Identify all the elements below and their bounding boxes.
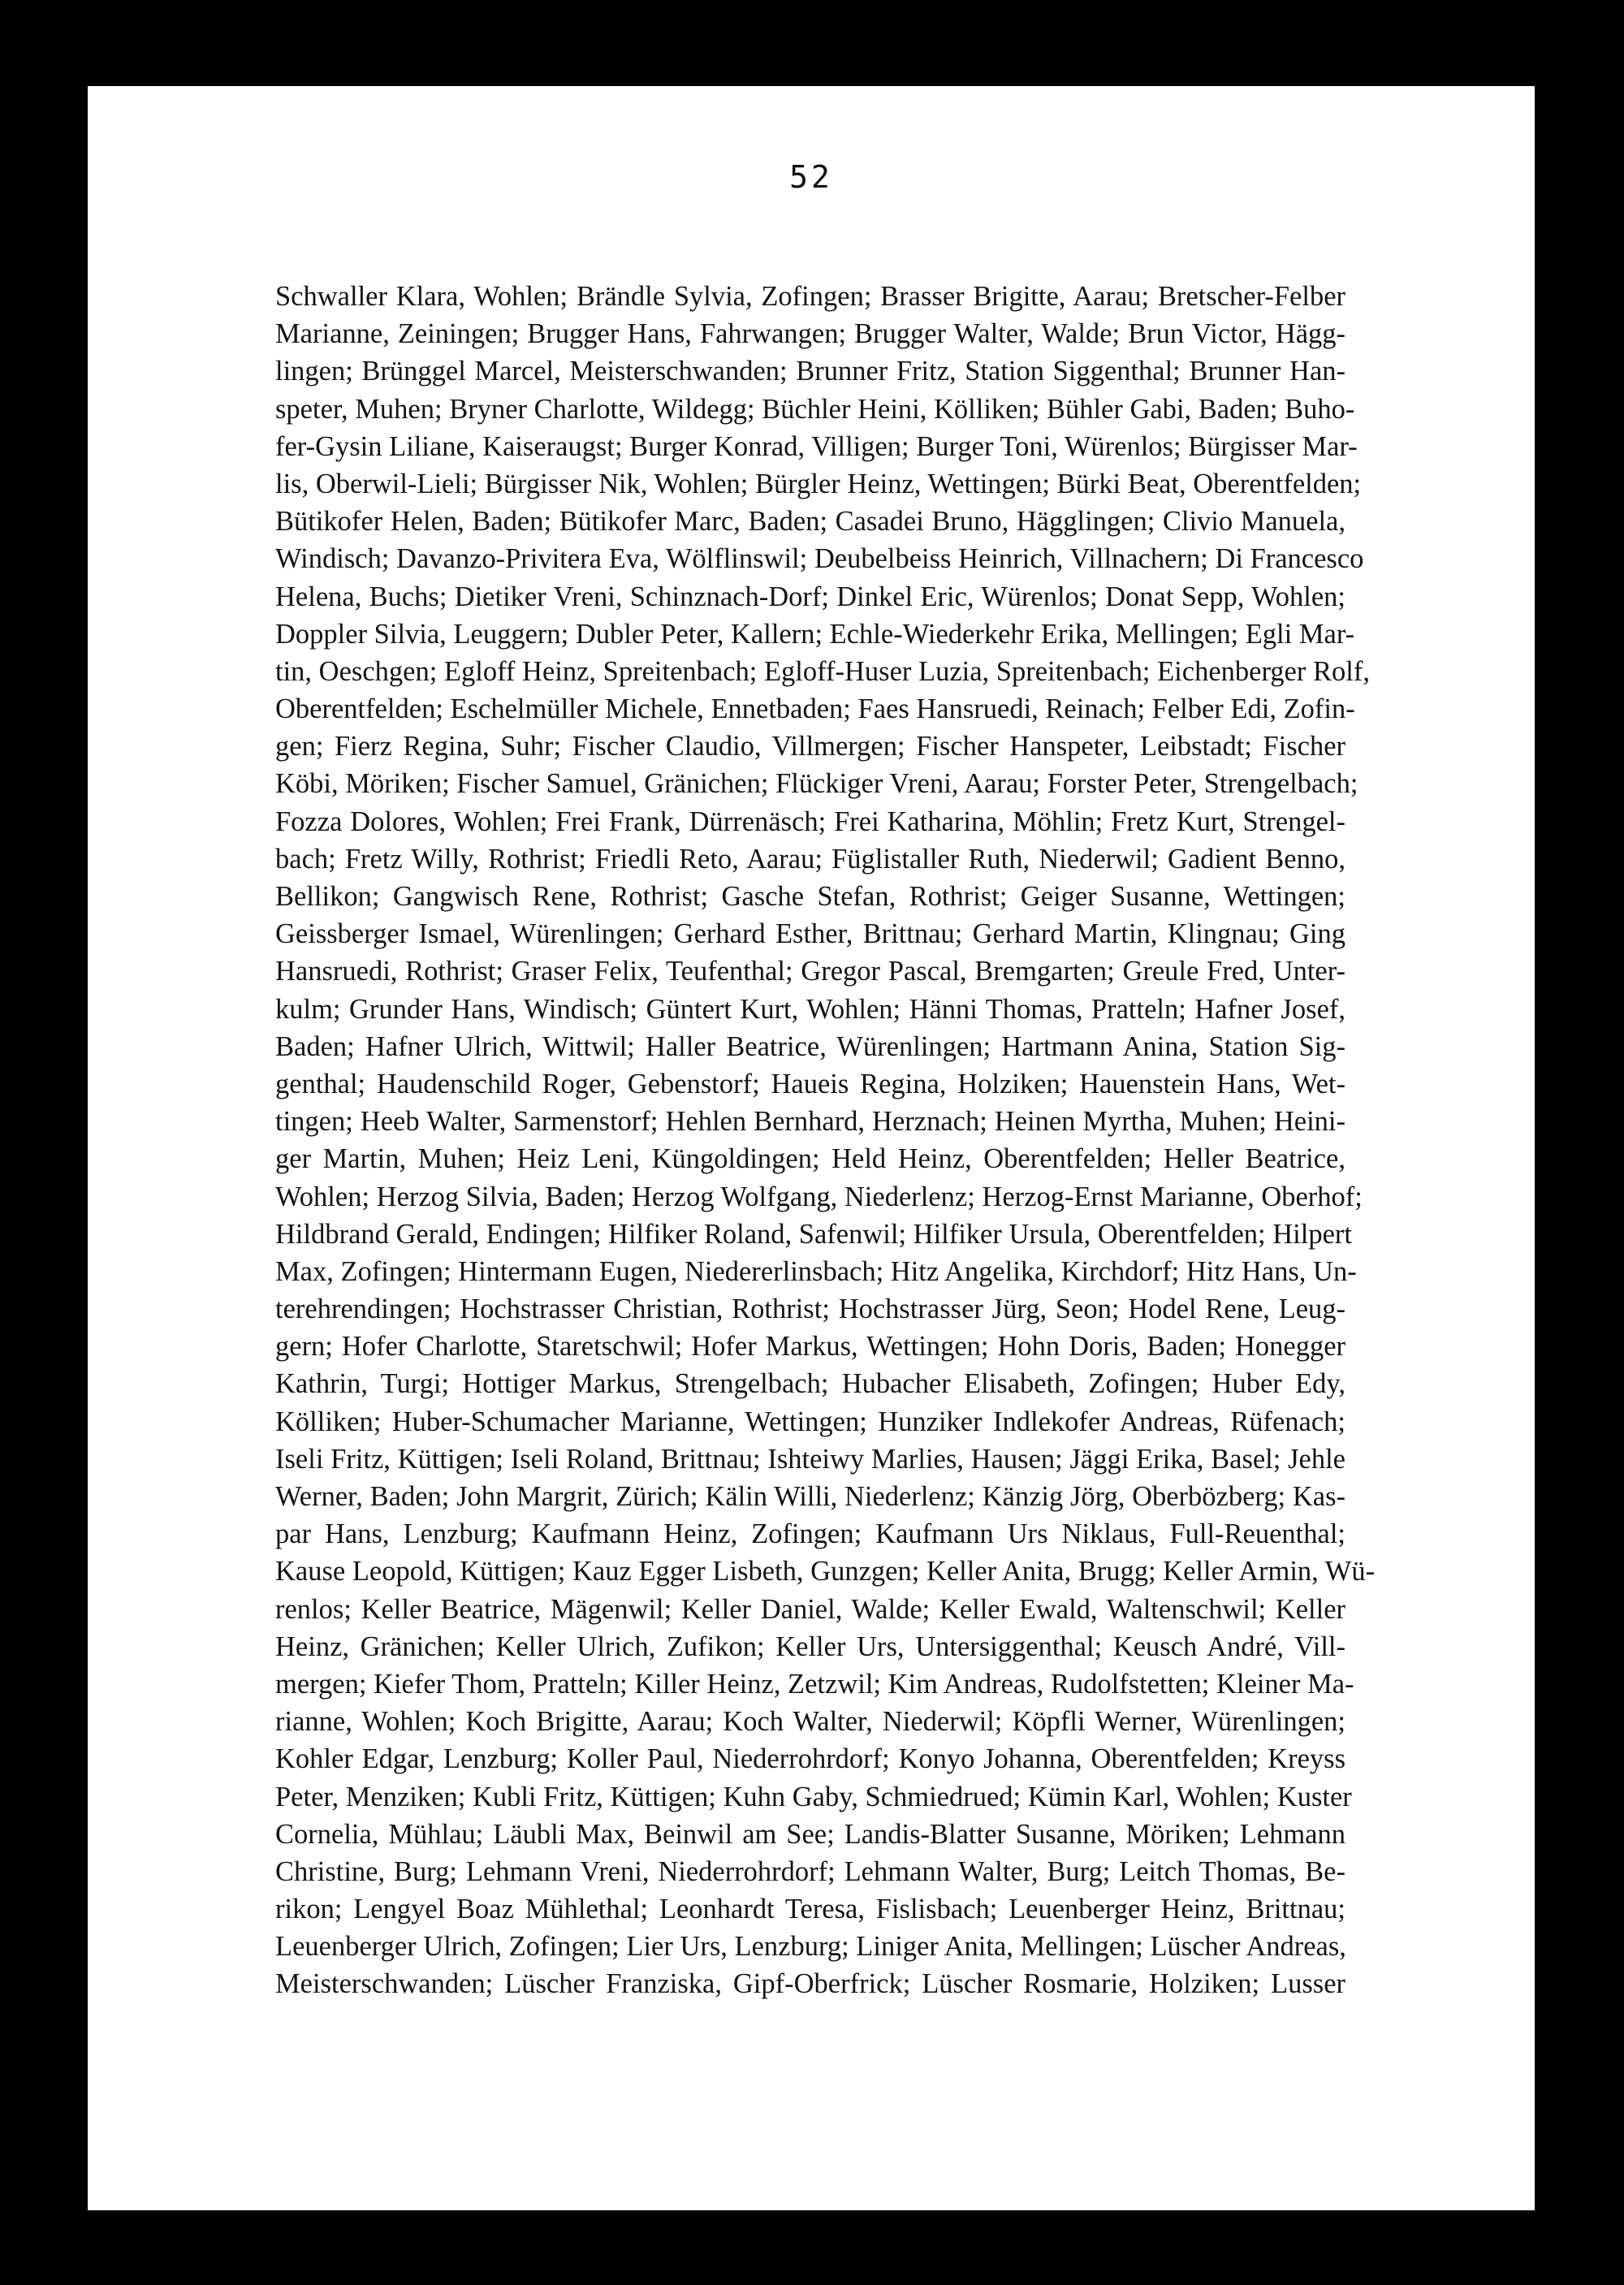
- text-line: Geissberger Ismael, Würenlingen; Gerhard Esther, Brittnau; Gerhard Martin, Klingnau; Ging: [275, 918, 1345, 950]
- text-line: Marianne, Zeiningen; Brugger Hans, Fahrwangen; Brugger Walter, Walde; Brun Victor, Hägg-: [275, 318, 1345, 350]
- text-line: Baden; Hafner Ulrich, Wittwil; Haller Beatrice, Würenlingen; Hartmann Anina, Station Sig-: [275, 1030, 1345, 1062]
- text-line: Schwaller Klara, Wohlen; Brändle Sylvia, Zofingen; Brasser Brigitte, Aarau; Bretscher-Felber: [275, 281, 1345, 312]
- text-line: Helena, Buchs; Dietiker Vreni, Schinznach-Dorf; Dinkel Eric, Würenlos; Donat Sepp, Wohlen;: [275, 581, 1345, 612]
- text-line: Fozza Dolores, Wohlen; Frei Frank, Dürrenäsch; Frei Katharina, Möhlin; Fretz Kurt, Strengel-: [275, 806, 1345, 837]
- text-line: Oberentfelden; Eschelmüller Michele, Ennetbaden; Faes Hansruedi, Reinach; Felber Edi, Zofin-: [275, 693, 1355, 725]
- text-line: genthal; Haudenschild Roger, Gebenstorf; Haueis Regina, Holziken; Hauenstein Hans, Wet-: [275, 1068, 1345, 1099]
- text-line: Peter, Menziken; Kubli Fritz, Küttigen; Kuhn Gaby, Schmiedrued; Kümin Karl, Wohlen; Kuster: [275, 1781, 1352, 1812]
- text-line: renlos; Keller Beatrice, Mägenwil; Keller Daniel, Walde; Keller Ewald, Waltenschwil; Keller: [275, 1593, 1345, 1625]
- text-line: rikon; Lengyel Boaz Mühlethal; Leonhardt Teresa, Fislisbach; Leuenberger Heinz, Brittnau;: [275, 1894, 1345, 1925]
- text-line: ger Martin, Muhen; Heiz Leni, Küngoldingen; Held Heinz, Oberentfelden; Heller Beatrice,: [275, 1143, 1345, 1175]
- text-line: gen; Fierz Regina, Suhr; Fischer Claudio, Villmergen; Fischer Hanspeter, Leibstadt; Fischer: [275, 731, 1345, 762]
- text-line: Werner, Baden; John Margrit, Zürich; Kälin Willi, Niederlenz; Känzig Jörg, Oberbözberg; Kas-: [275, 1481, 1345, 1512]
- text-line: Windisch; Davanzo-Privitera Eva, Wölflinswil; Deubelbeiss Heinrich, Villnachern; Di Francesco: [275, 543, 1364, 575]
- document-page: [88, 86, 1535, 2210]
- text-line: Wohlen; Herzog Silvia, Baden; Herzog Wolfgang, Niederlenz; Herzog-Ernst Marianne, Oberhof;: [275, 1181, 1363, 1212]
- text-line: Kathrin, Turgi; Hottiger Markus, Strengelbach; Hubacher Elisabeth, Zofingen; Huber Edy,: [275, 1368, 1345, 1400]
- text-line: Christine, Burg; Lehmann Vreni, Niederrohrdorf; Lehmann Walter, Burg; Leitch Thomas, Be-: [275, 1855, 1345, 1887]
- text-line: Hansruedi, Rothrist; Graser Felix, Teufenthal; Gregor Pascal, Bremgarten; Greule Fred, Unter-: [275, 956, 1345, 987]
- text-line: Meisterschwanden; Lüscher Franziska, Gipf-Oberfrick; Lüscher Rosmarie, Holziken; Lusser: [275, 1968, 1345, 2000]
- text-line: Hildbrand Gerald, Endingen; Hilfiker Roland, Safenwil; Hilfiker Ursula, Oberentfelden; Hilpert: [275, 1218, 1352, 1250]
- text-line: rianne, Wohlen; Koch Brigitte, Aarau; Koch Walter, Niederwil; Köpfli Werner, Würenlingen;: [275, 1706, 1345, 1738]
- text-line: Kohler Edgar, Lenzburg; Koller Paul, Niederrohrdorf; Konyo Johanna, Oberentfelden; Kreyss: [275, 1743, 1345, 1775]
- text-line: kulm; Grunder Hans, Windisch; Güntert Kurt, Wohlen; Hänni Thomas, Pratteln; Hafner Josef,: [275, 993, 1345, 1025]
- text-line: Doppler Silvia, Leuggern; Dubler Peter, Kallern; Echle-Wiederkehr Erika, Mellingen; Egli Mar-: [275, 618, 1355, 650]
- text-line: Bellikon; Gangwisch Rene, Rothrist; Gasche Stefan, Rothrist; Geiger Susanne, Wettingen;: [275, 881, 1345, 912]
- text-line: terehrendingen; Hochstrasser Christian, Rothrist; Hochstrasser Jürg, Seon; Hodel Rene, Leug-: [275, 1294, 1345, 1325]
- text-line: tingen; Heeb Walter, Sarmenstorf; Hehlen Bernhard, Herznach; Heinen Myrtha, Muhen; Heini-: [275, 1106, 1345, 1138]
- text-line: Kause Leopold, Küttigen; Kauz Egger Lisbeth, Gunzgen; Keller Anita, Brugg; Keller Armin, Wü-: [275, 1556, 1376, 1587]
- text-line: Leuenberger Ulrich, Zofingen; Lier Urs, Lenzburg; Liniger Anita, Mellingen; Lüscher Andreas,: [275, 1931, 1346, 1963]
- text-line: mergen; Kiefer Thom, Pratteln; Killer Heinz, Zetzwil; Kim Andreas, Rudolfstetten; Kleiner Ma-: [275, 1668, 1354, 1700]
- text-line: gern; Hofer Charlotte, Staretschwil; Hofer Markus, Wettingen; Hohn Doris, Baden; Honegger: [275, 1331, 1345, 1363]
- text-line: Kölliken; Huber-Schumacher Marianne, Wettingen; Hunziker Indlekofer Andreas, Rüfenach;: [275, 1406, 1345, 1437]
- text-line: Cornelia, Mühlau; Läubli Max, Beinwil am See; Landis-Blatter Susanne, Möriken; Lehmann: [275, 1818, 1345, 1850]
- text-line: tin, Oeschgen; Egloff Heinz, Spreitenbach; Egloff-Huser Luzia, Spreitenbach; Eichenberger Rolf,: [275, 655, 1370, 687]
- page-number: 52: [789, 159, 833, 195]
- text-line: speter, Muhen; Bryner Charlotte, Wildegg; Büchler Heini, Kölliken; Bühler Gabi, Baden; Buho-: [275, 393, 1355, 425]
- text-line: lis, Oberwil-Lieli; Bürgisser Nik, Wohlen; Bürgler Heinz, Wettingen; Bürki Beat, Oberentfelden;: [275, 468, 1362, 499]
- text-line: lingen; Brünggel Marcel, Meisterschwanden; Brunner Fritz, Station Siggenthal; Brunner Han-: [275, 356, 1345, 387]
- text-line: Bütikofer Helen, Baden; Bütikofer Marc, Baden; Casadei Bruno, Hägglingen; Clivio Manuela,: [275, 506, 1345, 538]
- text-line: bach; Fretz Willy, Rothrist; Friedli Reto, Aarau; Füglistaller Ruth, Niederwil; Gadient Benno,: [275, 843, 1345, 875]
- text-line: par Hans, Lenzburg; Kaufmann Heinz, Zofingen; Kaufmann Urs Niklaus, Full-Reuenthal;: [275, 1518, 1345, 1550]
- text-line: Iseli Fritz, Küttigen; Iseli Roland, Brittnau; Ishteiwy Marlies, Hausen; Jäggi Erika, Basel; Jehle: [275, 1443, 1345, 1475]
- text-line: Max, Zofingen; Hintermann Eugen, Niedererlinsbach; Hitz Angelika, Kirchdorf; Hitz Hans, Un-: [275, 1255, 1357, 1287]
- text-line: Heinz, Gränichen; Keller Ulrich, Zufikon; Keller Urs, Untersiggenthal; Keusch André, Vill-: [275, 1631, 1345, 1662]
- name-list-paragraph: [275, 278, 1376, 2003]
- text-line: Köbi, Möriken; Fischer Samuel, Gränichen; Flückiger Vreni, Aarau; Forster Peter, Strengelbach;: [275, 768, 1358, 800]
- text-line: fer-Gysin Liliane, Kaiseraugst; Burger Konrad, Villigen; Burger Toni, Würenlos; Bürgisser Mar-: [275, 430, 1358, 462]
